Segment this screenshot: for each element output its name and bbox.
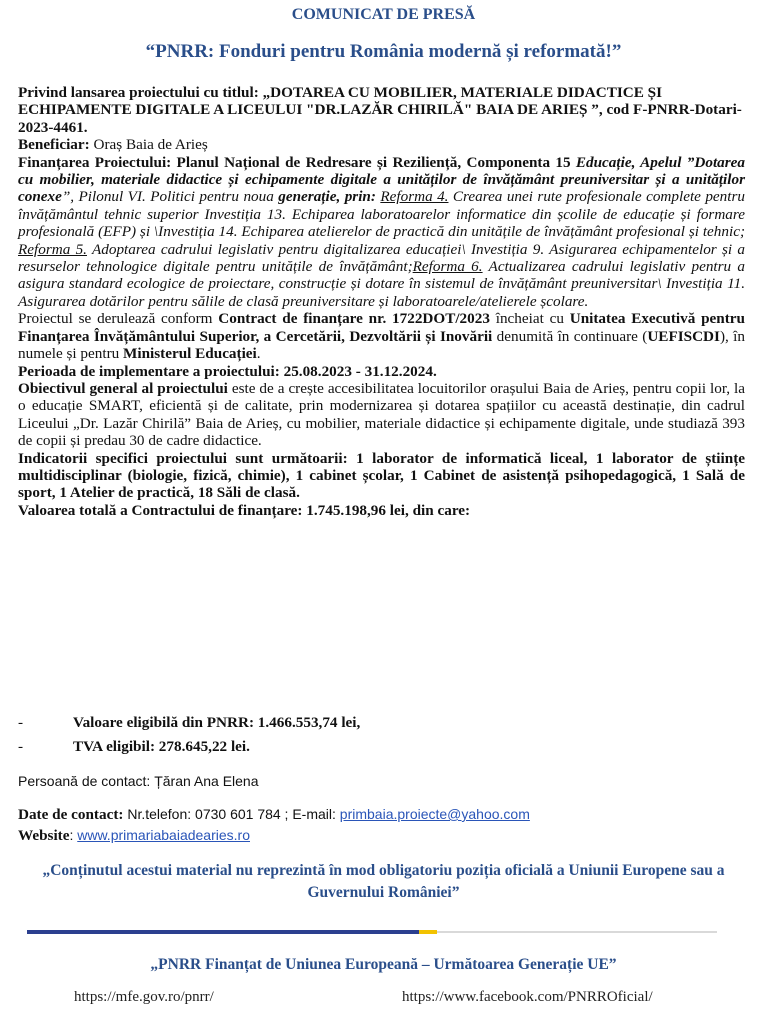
contact-phone: Nr.telefon: 0730 601 784 ; E-mail: <box>123 806 340 822</box>
funding-paragraph <box>18 154 745 311</box>
contact-details <box>18 806 530 824</box>
contract-unit: Unitatea Executivă pentru Finanțarea Învățământului Superior, a Cercetării, Dezvoltării și Inovării <box>18 310 745 345</box>
contract-text: Proiectul se derulează conform <box>18 310 219 328</box>
project-body <box>18 84 745 519</box>
contract-text: ), în numele și pentru <box>18 327 745 363</box>
website-row <box>18 827 250 845</box>
press-release-title: COMUNICAT DE PRESĂ <box>291 6 476 23</box>
mfe-link[interactable]: https://mfe.gov.ro/pnrr/ <box>74 989 214 1005</box>
list-dash: - <box>18 738 24 755</box>
contract-text: încheiat cu <box>489 310 570 328</box>
funding-generation: generație, prin: <box>278 188 381 206</box>
footer-bar-blue <box>27 930 419 934</box>
period-value: : 25.08.2023 - 31.12.2024. <box>274 362 437 380</box>
contract-paragraph <box>18 310 745 362</box>
eligible-value: Valoare eligibilă din PNRR: 1.466.553,74 lei, <box>73 714 361 731</box>
contact-person <box>18 773 259 789</box>
reforma-5-link: Reforma 5. <box>18 240 87 258</box>
contract-number: Contract de finanțare nr. 1722DOT/2023 <box>218 310 490 328</box>
intro-label: Privind lansarea proiectului cu titlul: <box>18 84 259 101</box>
contract-uefiscdi: UEFISCDI <box>647 327 720 345</box>
beneficiary-value: Oraș Baia de Arieș <box>89 136 208 154</box>
contract-text: . <box>256 345 261 363</box>
funding-label: Finanțarea Proiectului: Planul Național de Redresare și Reziliență, Componenta 15 <box>18 153 571 171</box>
list-dash: - <box>18 714 24 731</box>
period-label: Perioada de implementare a proiectului <box>18 362 275 380</box>
contract-text: denumită în continuare ( <box>492 327 648 345</box>
facebook-link[interactable]: https://www.facebook.com/PNRROficial/ <box>402 989 653 1005</box>
contact-person-value: : Țăran Ana Elena <box>146 773 259 789</box>
reforma-6-text: Actualizarea cadrului legislativ pentru a asigura standard ecologice de proiectare, construcție și dotare în sistemul de învățământ preuniversitar\ Investiția 11. Asigurarea dotărilor pentru sălile de clasă preuniversitare și laboratoarele/atelierele școlare. <box>18 258 745 310</box>
email-link[interactable]: primbaia.proiecte@yahoo.com <box>339 806 530 822</box>
objective-text: este de a crește accesibilitatea locuitorilor orașului Baia de Arieș, pentru copii lor, la o educație SMART, eficientă și de calitate, prin modernizarea și dotarea spațiilor cu această destinație, din cadrul Liceului „Dr. Lazăr Chirilă” Baia de Arieș, cu mobilier, materiale didactice și echipamente digitale, unde studiază 393 de copii și predau 30 de cadre didactice. <box>18 379 745 450</box>
beneficiary-label: Beneficiar: <box>18 136 90 154</box>
beneficiary <box>18 136 745 153</box>
website-sep: : <box>69 827 78 843</box>
reforma-4-link: Reforma 4. <box>380 188 449 206</box>
press-release-subtitle: “PNRR: Fonduri pentru România modernă și reformată!” <box>145 41 622 62</box>
contract-ministry: Ministerul Educației <box>123 345 257 363</box>
total-value: Valoarea totală a Contractului de finanțare: 1.745.198,96 lei, din care: <box>18 501 471 519</box>
objective-label: Obiectivul general al proiectului <box>18 379 228 397</box>
objective-paragraph <box>18 380 745 450</box>
reforma-4-text: Crearea unei rute profesionale complete pentru învățământul tehnic superior Investiția 13. Echiparea laboratoarelor informatice din școlile de educație și formare profesională (EFP) și \Investiția 14. Echiparea atelierelor de practică din unitățile de învățământ profesional și tehnic; <box>18 188 745 241</box>
footer-bar-gray <box>437 931 717 933</box>
funding-call: Educație, Apelul ”Dotarea cu mobilier, materiale didactice și echipamente digitale a unităților de învățământ preuniversitar și a unităților conexe <box>18 153 746 206</box>
disclaimer: „Conținutul acestui material nu reprezintă în mod obligatoriu poziția oficială a Uniunii Europene sau a Guvernului României” <box>42 862 725 901</box>
website-link[interactable]: www.primariabaiadearies.ro <box>77 827 250 843</box>
indicators-paragraph: Indicatorii specifici proiectului sunt următoarii: 1 laborator de informatică liceal, 1 laborator de științe multidisciplinar (biologie, fizică, chimie), 1 cabinet școlar, 1 Cabinet de asistență psihopedagogică, 1 Sală de sport, 1 Atelier de practică, 18 Săli de clasă. <box>18 449 745 502</box>
project-intro <box>18 84 745 136</box>
vat-value: TVA eligibil: 278.645,22 lei. <box>73 738 250 755</box>
website-label: Website <box>18 827 70 844</box>
implementation-period <box>18 363 745 380</box>
project-title: „DOTAREA CU MOBILIER, MATERIALE DIDACTICE ȘI ECHIPAMENTE DIGITALE A LICEULUI "DR.LAZĂR CHIRILĂ" BAIA DE ARIEȘ ”, cod F-PNRR-Dotari-2023-4461. <box>18 84 742 136</box>
reforma-6-link: Reforma 6. <box>412 258 483 276</box>
funding-pillar: ”, Pilonul VI. Politici pentru noua <box>61 188 274 206</box>
footer-bar-yellow <box>419 930 437 934</box>
footer-title: „PNRR Finanțat de Uniunea Europeană – Următoarea Generație UE” <box>150 956 617 973</box>
reforma-5-text: Adoptarea cadrului legislativ pentru digitalizarea educației\ Investiția 9. Asigurarea echipamentelor și a resurselor tehnologice digitale pentru unitățile de învățământ; <box>18 240 745 276</box>
contact-details-label: Date de contact: <box>18 806 124 823</box>
contact-person-label: Persoană de contact <box>18 773 147 789</box>
